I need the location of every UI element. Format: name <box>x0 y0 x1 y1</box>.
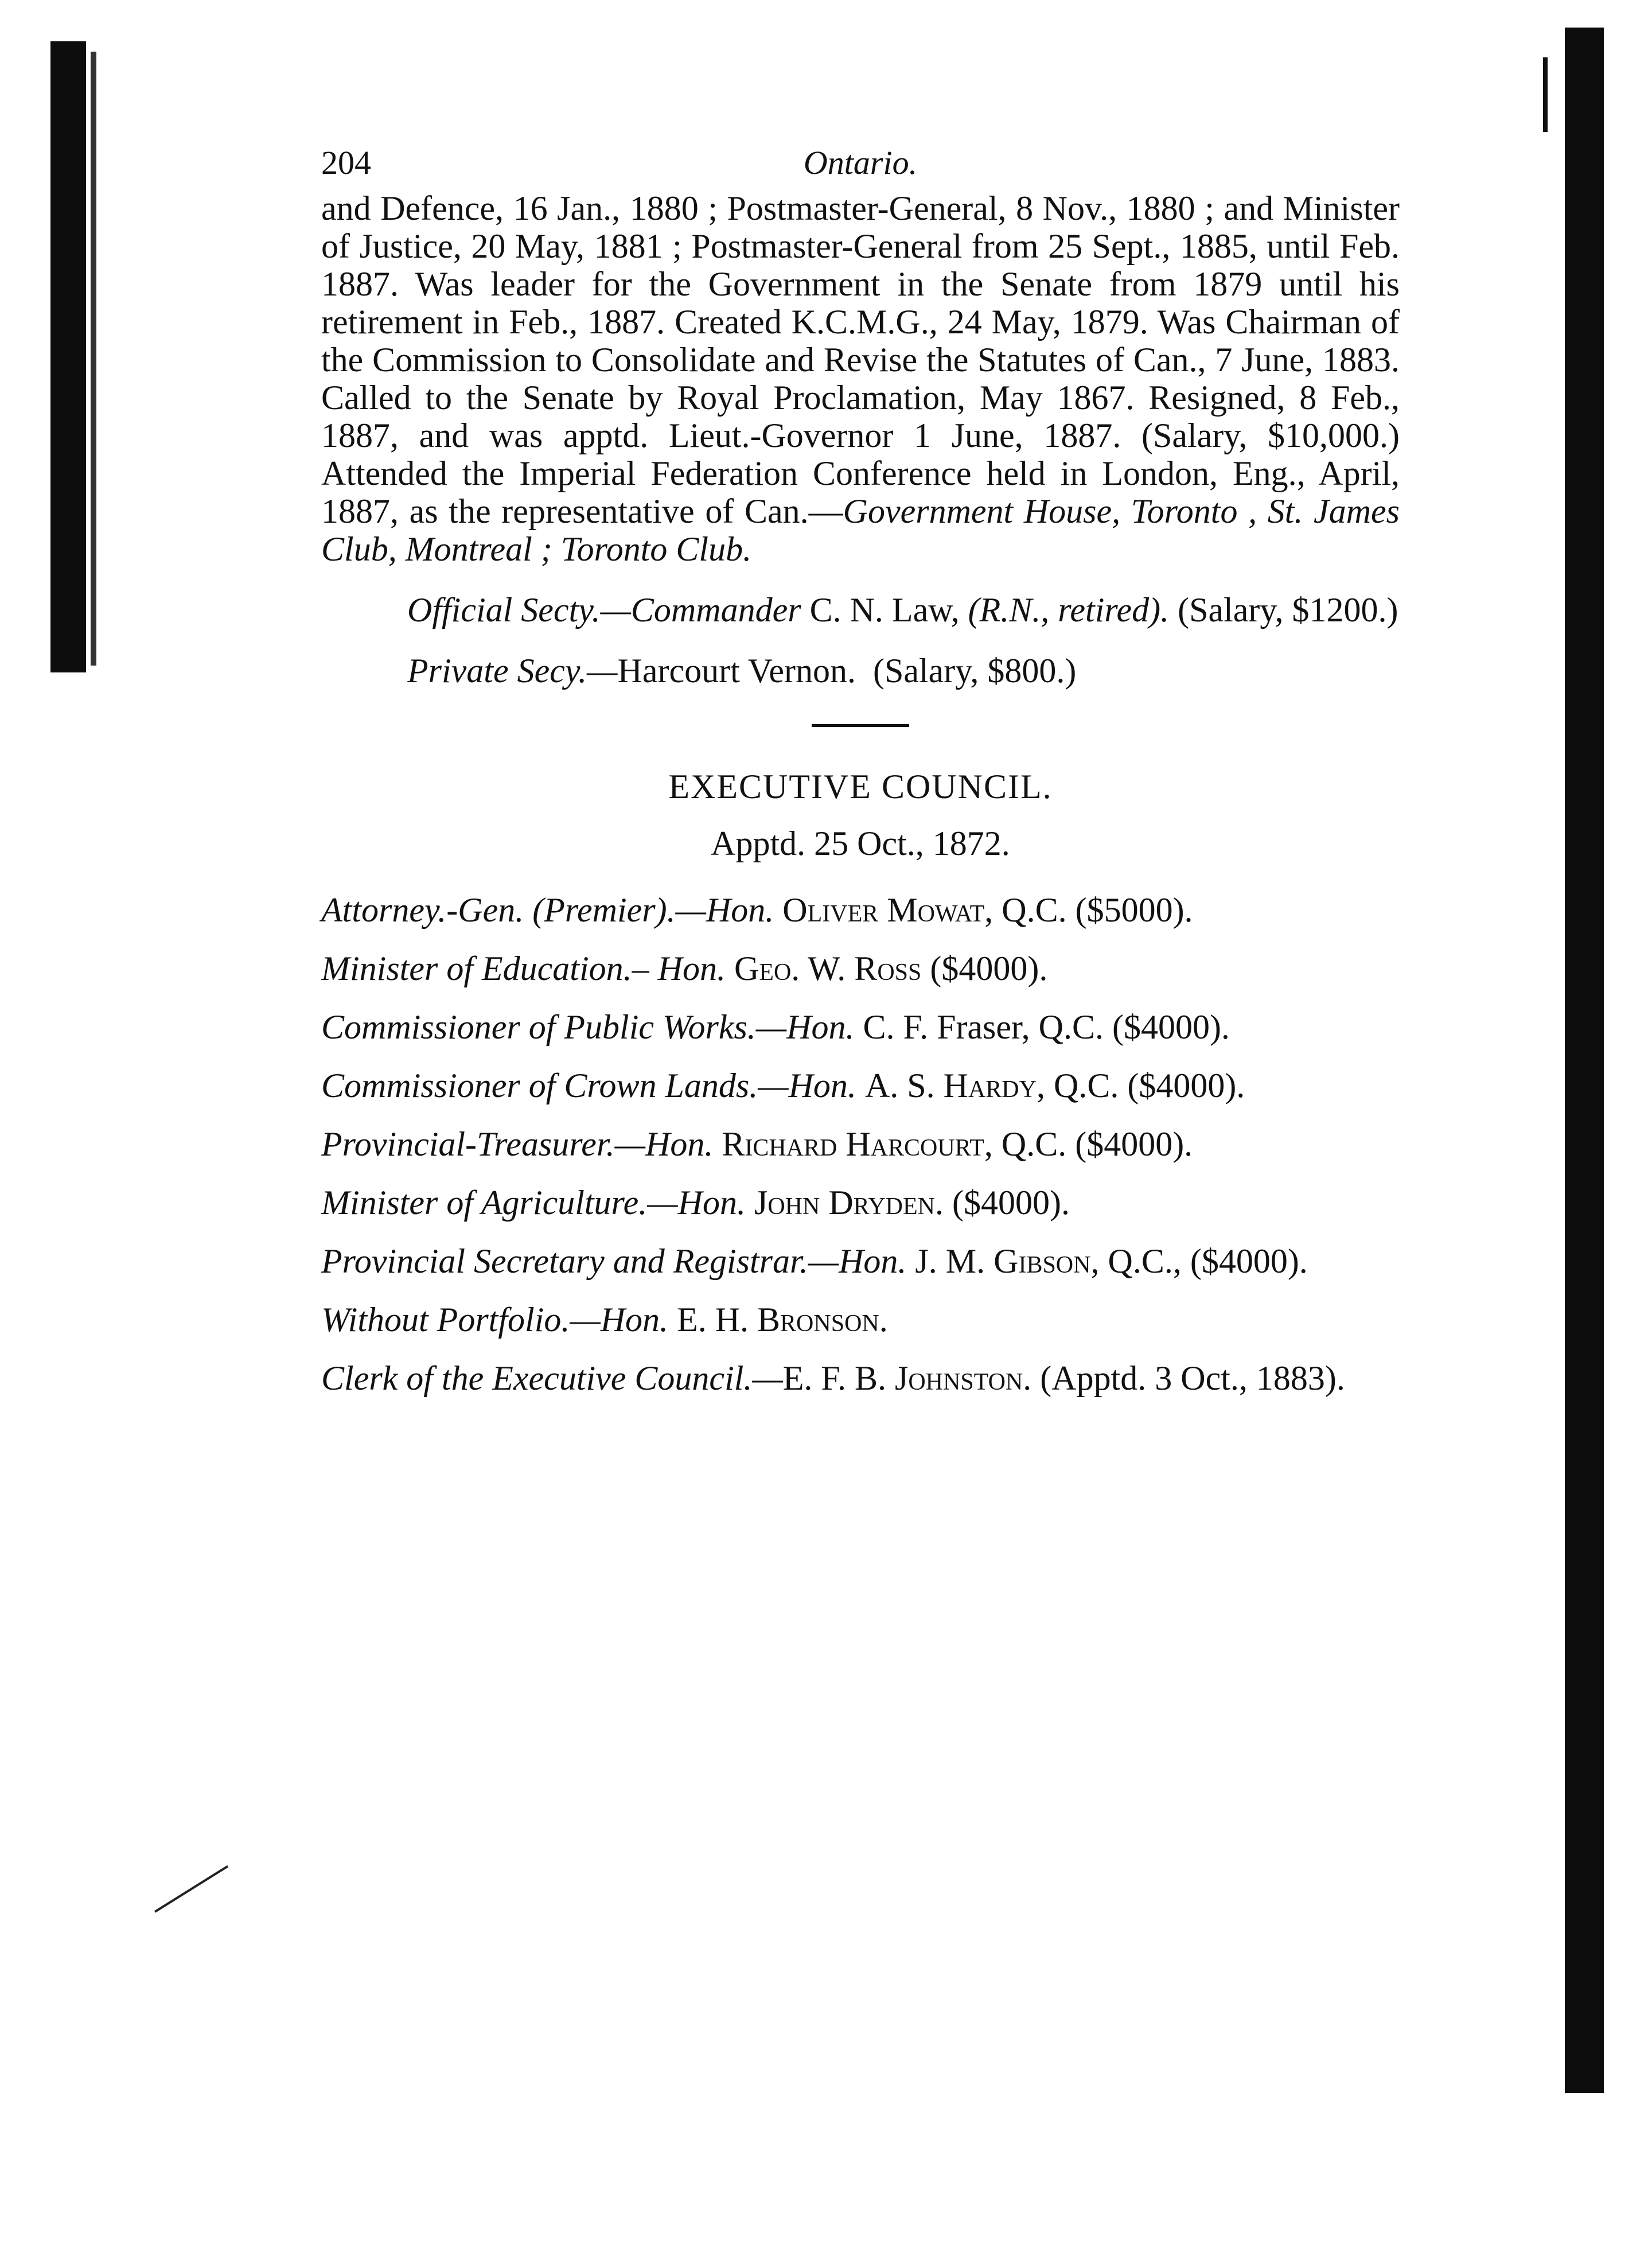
spacer <box>321 629 1400 652</box>
official-secretary-salary: (Salary, $1200.) <box>1178 591 1398 629</box>
pencil-mark <box>154 1865 228 1913</box>
council-name: E. F. B. Johnston. <box>782 1359 1032 1397</box>
private-secretary-title: Private Secy.— <box>407 652 618 690</box>
council-office: Without Portfolio.—Hon. <box>321 1301 669 1339</box>
council-office: Clerk of the Executive Council.— <box>321 1359 783 1397</box>
council-office: Provincial Secretary and Registrar.—Hon. <box>321 1242 907 1280</box>
private-secretary-name: Harcourt Vernon. <box>617 652 856 690</box>
biography-addresses: Government House, Toronto , St. James Club, Montreal ; Toronto Club. <box>321 492 1400 568</box>
council-office: Attorney.-Gen. (Premier).—Hon. <box>321 891 774 929</box>
scan-border-left <box>50 41 86 672</box>
section-heading: EXECUTIVE COUNCIL. <box>668 768 1053 806</box>
council-entry <box>321 1359 1400 1397</box>
official-secretary-rank: (R.N., retired). <box>968 591 1170 629</box>
section-rule <box>812 724 909 727</box>
official-secretary-line <box>321 591 1400 629</box>
council-name: Richard Harcourt, <box>722 1125 993 1163</box>
council-office: Minister of Education.– Hon. <box>321 950 726 987</box>
private-secretary-line <box>321 652 1400 690</box>
council-entry <box>321 1301 1400 1339</box>
council-entry <box>321 1184 1400 1222</box>
council-office: Minister of Agriculture.—Hon. <box>321 1184 746 1222</box>
council-entry <box>321 1067 1400 1104</box>
council-office: Commissioner of Crown Lands.—Hon. <box>321 1067 856 1104</box>
council-details: Q.C., ($4000). <box>1108 1242 1308 1280</box>
council-entry <box>321 1242 1400 1280</box>
council-name: John Dryden. <box>754 1184 944 1222</box>
page-content <box>321 138 1400 1418</box>
spacer <box>321 568 1400 591</box>
council-entry <box>321 891 1400 929</box>
council-entry <box>321 950 1400 987</box>
biography-paragraph <box>321 189 1400 568</box>
council-office: Provincial-Treasurer.—Hon. <box>321 1125 714 1163</box>
council-details: Q.C. ($4000). <box>1038 1008 1230 1046</box>
council-name: E. H. Bronson. <box>677 1301 888 1339</box>
council-details: (Apptd. 3 Oct., 1883). <box>1040 1359 1345 1397</box>
council-entry <box>321 1008 1400 1046</box>
council-name: Geo. W. Ross <box>734 950 922 987</box>
biography-text: and Defence, 16 Jan., 1880 ; Postmaster-General, 8 Nov., 1880 ; and Minister of Justice, 20 May, 1881 ; Postmaster-General from 25 Sept., 1885, until Feb. 1887. Was leader for the Government in the Senate from 1879 until his retirement in Feb., 1887. Created K.C.M.G., 24 May, 1879. Was Chairman of the Commission to Consolidate and Revise the Statutes of Can., 7 June, 1883. Called to the Senate by Royal Proclamation, May 1867. Resigned, 8 Feb., 1887, and was apptd. Lieut.-Governor 1 June, 1887. (Salary, $10,000.) Attended the Imperial Federation Conference held in London, Eng., April, 1887, as the representative of Can.— <box>321 189 1400 530</box>
appointed-date: Apptd. 25 Oct., 1872. <box>711 824 1010 862</box>
council-entry <box>321 1125 1400 1163</box>
council-details: Q.C. ($5000). <box>1002 891 1193 929</box>
council-details: Q.C. ($4000). <box>1053 1067 1245 1104</box>
council-name: A. S. Hardy, <box>864 1067 1045 1104</box>
council-details: ($4000). <box>952 1184 1070 1222</box>
scan-border-right <box>1565 28 1604 2093</box>
running-title: Ontario. <box>803 144 918 181</box>
running-head <box>321 138 1400 189</box>
council-office: Commissioner of Public Works.—Hon. <box>321 1008 855 1046</box>
scan-mark-top-right <box>1543 57 1548 132</box>
council-name: Oliver Mowat, <box>782 891 993 929</box>
council-name: C. F. Fraser, <box>863 1008 1030 1046</box>
council-details: Q.C. ($4000). <box>1001 1125 1193 1163</box>
private-secretary-salary: (Salary, $800.) <box>872 652 1077 690</box>
scan-border-left-inner <box>91 52 96 666</box>
official-secretary-name: C. N. Law, <box>809 591 960 629</box>
council-details: ($4000). <box>930 950 1048 987</box>
council-name: J. M. Gibson, <box>915 1242 1100 1280</box>
page-number: 204 <box>321 144 371 181</box>
council-members-list <box>321 891 1400 1397</box>
official-secretary-title: Official Secty.—Commander <box>407 591 801 629</box>
